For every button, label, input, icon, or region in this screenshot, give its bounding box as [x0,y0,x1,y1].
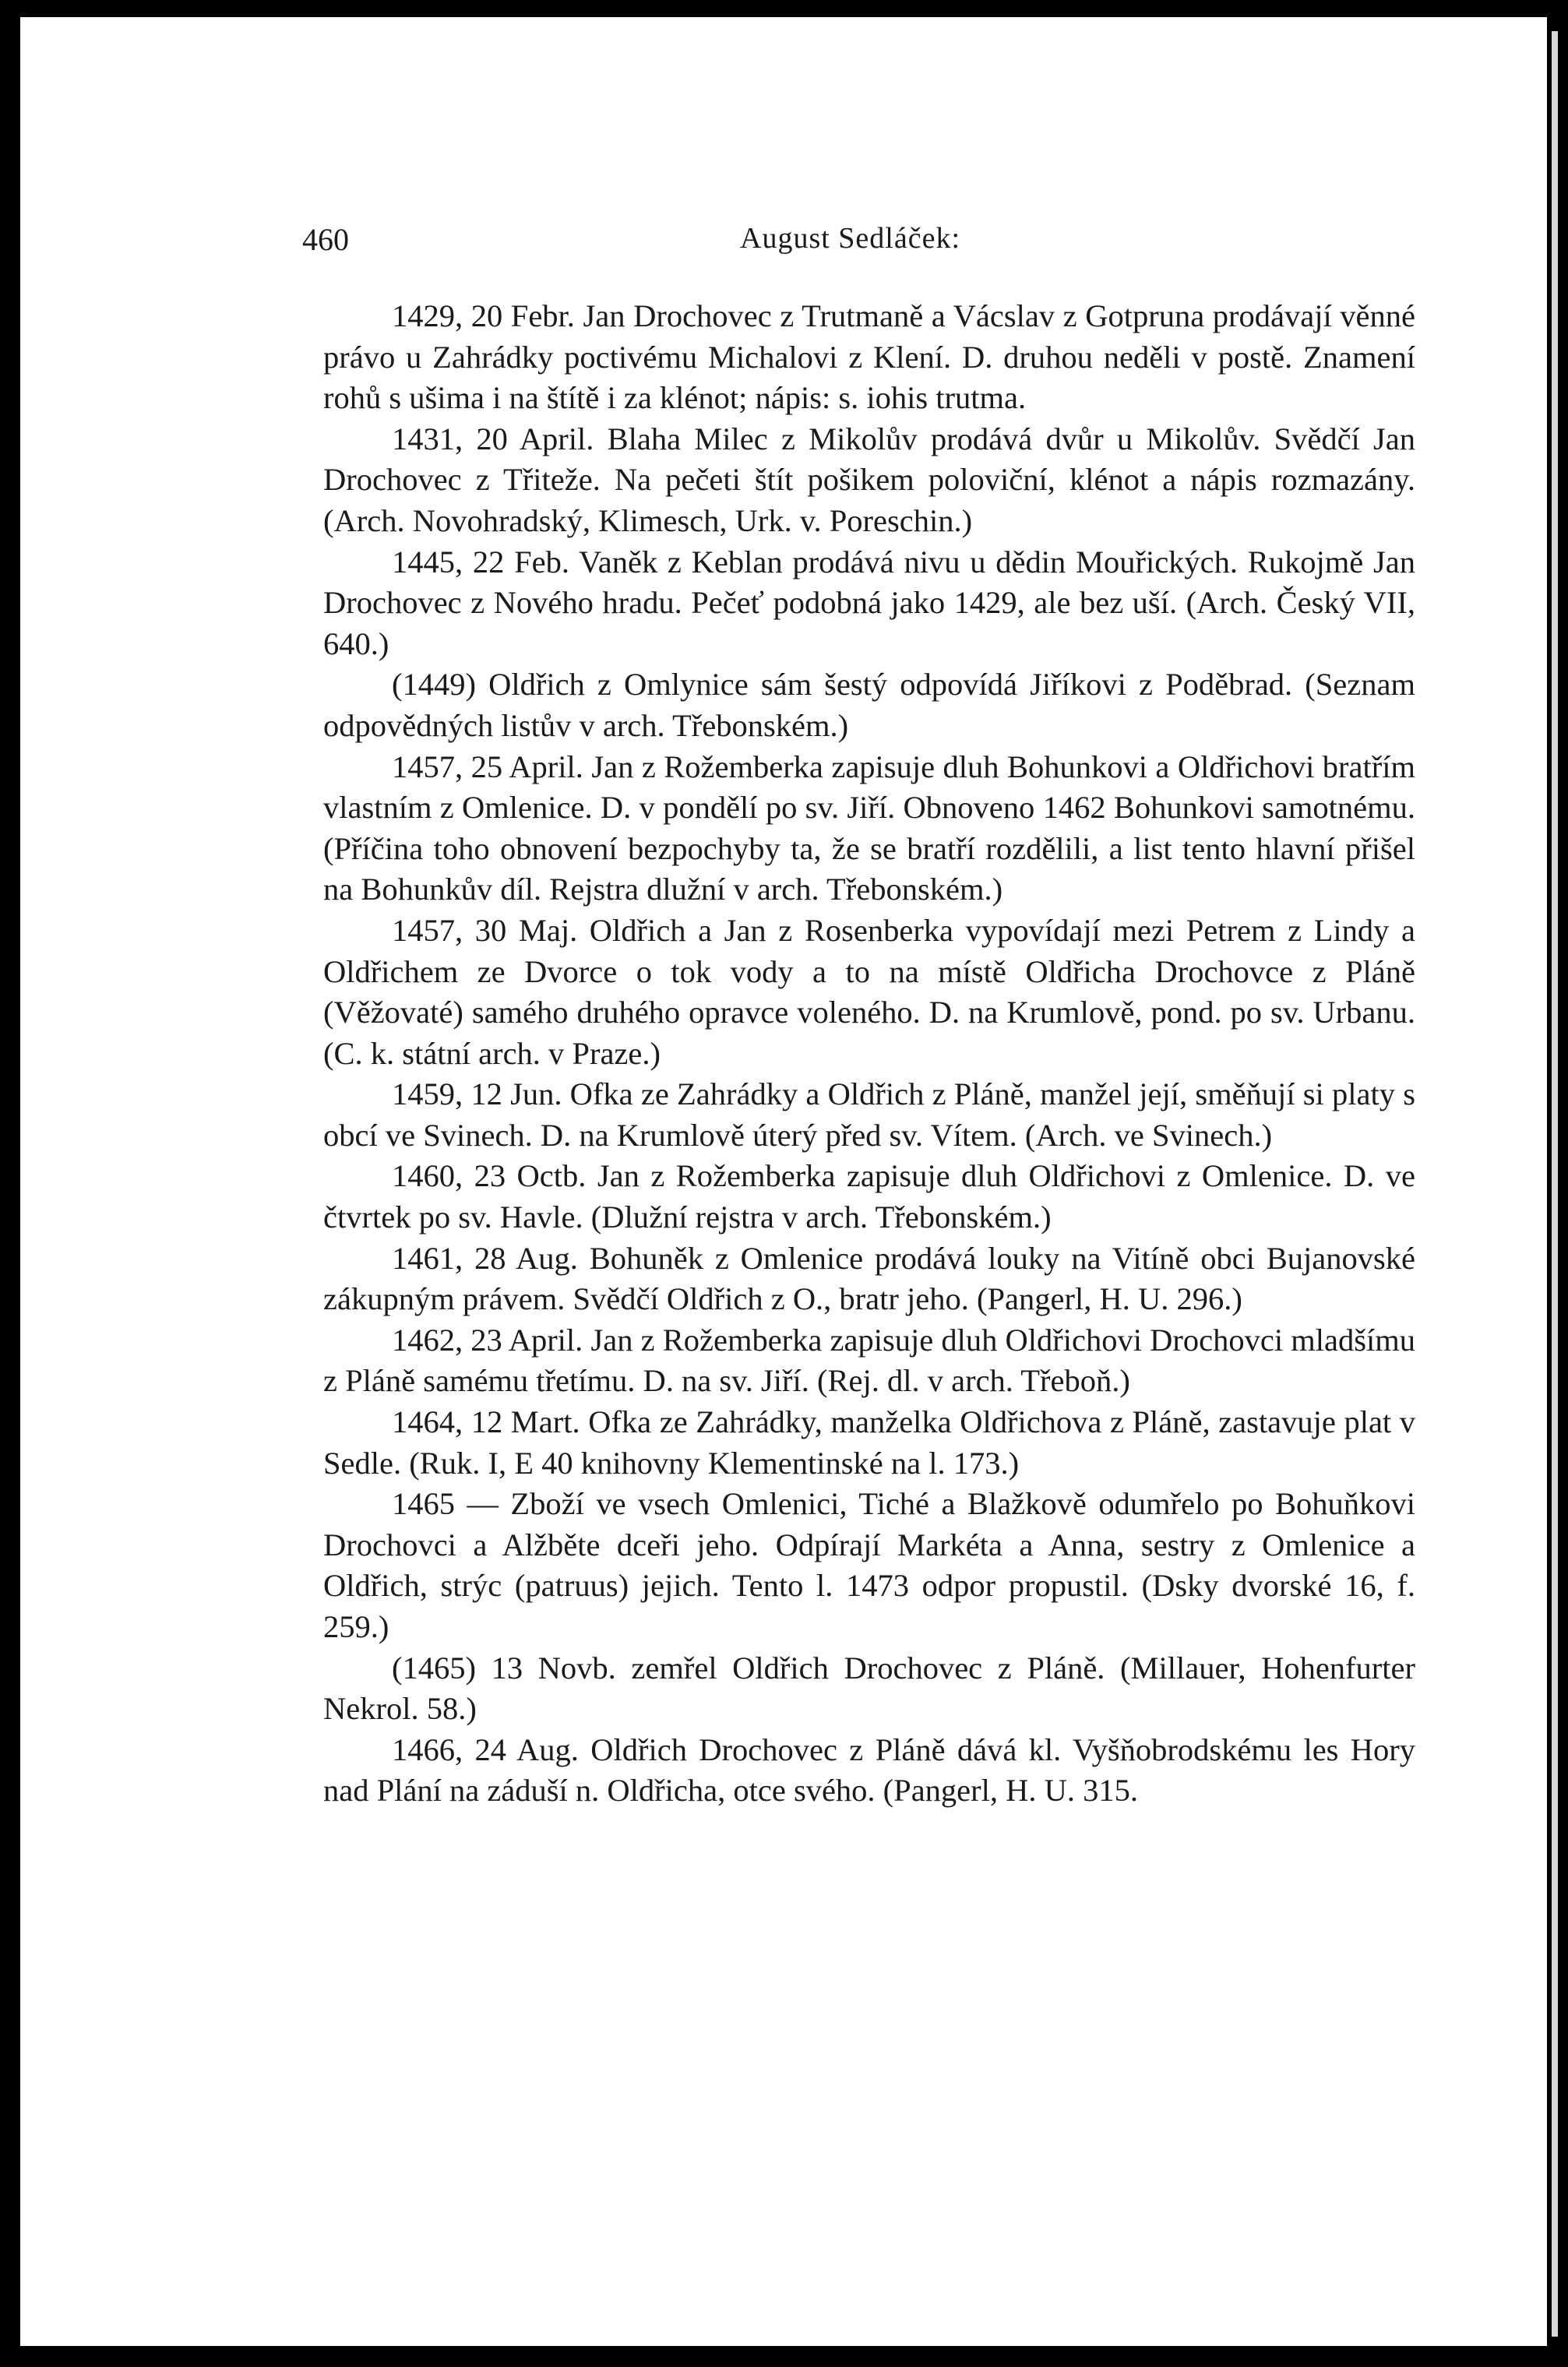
page-edge [1552,31,1558,2337]
entry-1449: (1449) Oldřich z Omlynice sám šestý odpovídá Jiříkovi z Poděbrad. (Seznam odpovědných listův v arch. Třebonském.) [323,667,1415,743]
book-page [20,17,1547,2346]
entry-1457-maj: 1457, 30 Maj. Oldřich a Jan z Rosenberka vypovídají mezi Petrem z Lindy a Oldřichem ze Dvorce o tok vody a to na místě Oldřicha Drochovce z Pláně (Věžovaté) samého druhého opravce voleného. D. na Krumlově, pond. po sv. Urbanu. (C. k. státní arch. v Praze.) [323,912,1415,1071]
entry-1462: 1462, 23 April. Jan z Rožemberka zapisuje dluh Oldřichovi Drochovci mladšímu z Pláně samému třetímu. D. na sv. Jiří. (Rej. dl. v arch. Třeboň.) [323,1322,1415,1399]
entry-1465-novb: (1465) 13 Novb. zemřel Oldřich Drochovec z Pláně. (Millauer, Hohenfurter Nekrol. 58.) [323,1650,1415,1727]
page-header [20,221,1547,268]
entry-1464: 1464, 12 Mart. Ofka ze Zahrádky, manželka Oldřichova z Pláně, zastavuje plat v Sedle. (Ruk. I, E 40 knihovny Klementinské na l. 173.) [323,1404,1415,1481]
entry-1431: 1431, 20 April. Blaha Milec z Mikolův prodává dvůr u Mikolův. Svědčí Jan Drochovec z Třiteže. Na pečeti štít pošikem poloviční, klénot a nápis rozmazány. (Arch. Novohradský, Klimesch, Urk. v. Poreschin.) [323,421,1415,538]
entry-1461: 1461, 28 Aug. Bohuněk z Omlenice prodává louky na Vitíně obci Bujanovské zákupným právem. Svědčí Oldřich z O., bratr jeho. (Pangerl, H. U. 296.) [323,1240,1415,1317]
running-head: August Sedláček: [740,222,961,255]
entry-1459: 1459, 12 Jun. Ofka ze Zahrádky a Oldřich z Pláně, manžel její, směňují si platy s obcí ve Svinech. D. na Krumlově úterý před sv. Vítem. (Arch. ve Svinech.) [323,1076,1415,1153]
entry-1445: 1445, 22 Feb. Vaněk z Keblan prodává nivu u dědin Mouřických. Rukojmě Jan Drochovec z Nového hradu. Pečeť podobná jako 1429, ale bez uší. (Arch. Český VII, 640.) [323,544,1415,661]
entry-1429: 1429, 20 Febr. Jan Drochovec z Trutmaně a Vácslav z Gotpruna prodávají věnné právo u Zahrádky poctivému Michalovi z Klení. D. druhou neděli v postě. Znamení rohů s ušima i na štítě i za klénot; nápis: s. iohis trutma. [323,298,1415,416]
entry-1466: 1466, 24 Aug. Oldřich Drochovec z Pláně dává kl. Vyšňobrodskému les Hory nad Plání na záduší n. Oldřicha, otce svého. (Pangerl, H. U. 315. [323,1731,1415,1809]
body-text [323,296,1415,1812]
page-number: 460 [302,222,349,257]
entry-1457-april: 1457, 25 April. Jan z Rožemberka zapisuje dluh Bohunkovi a Oldřichovi bratřím vlastním z Omlenice. D. v pondělí po sv. Jiří. Obnoveno 1462 Bohunkovi samotnému. (Příčina toho obnovení bezpochyby ta, že se bratří rozdělili, a list tento hlavní přišel na Bohunkův díl. Rejstra dlužní v arch. Třebonském.) [323,748,1415,907]
entry-1465: 1465 — Zboží ve vsech Omlenici, Tiché a Blažkově odumřelo po Bohuňkovi Drochovci a Alžběte dceři jeho. Odpírají Markéta a Anna, sestry z Omlenice a Oldřich, strýc (patruus) jejich. Tento l. 1473 odpor propustil. (Dsky dvorské 16, f. 259.) [323,1486,1415,1644]
entry-1460: 1460, 23 Octb. Jan z Rožemberka zapisuje dluh Oldřichovi z Omlenice. D. ve čtvrtek po sv. Havle. (Dlužní rejstra v arch. Třebonském.) [323,1158,1415,1235]
